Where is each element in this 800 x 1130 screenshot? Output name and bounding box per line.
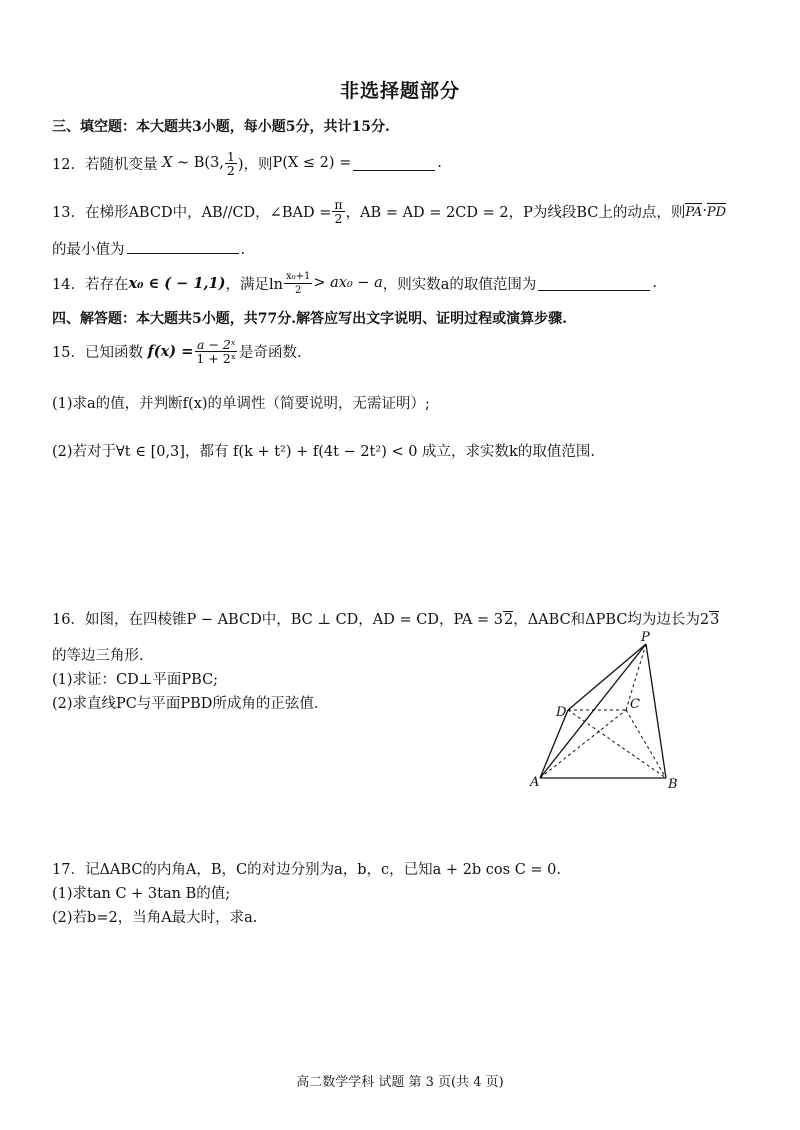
- page-footer: 高二数学学科 试题 第 3 页(共 4 页): [296, 1075, 504, 1090]
- page-title: 非选择题部分: [339, 80, 460, 102]
- section-4-heading: 四、解答题：本大题共5小题，共77分.解答应写出文字说明、证明过程或演算步骤.: [52, 311, 567, 327]
- label-d: D: [556, 705, 567, 720]
- question-16: 16．如图，在四棱锥P − ABCD中，BC ⊥ CD，AD = CD，PA = 32，ΔABC和ΔPBC均为边长为23: [52, 612, 720, 628]
- label-a: A: [530, 775, 540, 790]
- q12-expression: P(X ≤ 2) =: [272, 155, 352, 171]
- q12-random-variable: X: [162, 155, 173, 171]
- q17-part-1: (1)求tan C + 3tan B的值;: [52, 886, 231, 902]
- q12-distribution: ~ B(3,: [177, 155, 224, 171]
- q16-radical-2: 3: [710, 612, 720, 628]
- pyramid-figure: [520, 630, 700, 795]
- question-13: 13．在梯形ABCD中，AB//CD，∠BAD = $\frac{\pi}{2}$ ，AB = AD = 2CD = 2，P为线段BC上的动点，则 PA · PD: [52, 196, 727, 226]
- q13-text: 13．在梯形ABCD中，AB//CD，∠BAD =: [52, 204, 332, 221]
- label-b: B: [668, 777, 678, 792]
- q13-line2: 的最小值为 .: [52, 238, 245, 259]
- q13-angle-fraction: $\frac{\pi}{2}$: [334, 196, 343, 226]
- section-3-heading: 三、填空题：本大题共3小题，每小题5分，共计15分.: [52, 119, 390, 135]
- q14-inequality: > ax₀ − a: [313, 275, 383, 291]
- label-c: C: [630, 697, 640, 712]
- question-17: 17．记ΔABC的内角A，B，C的对边分别为a，b，c，已知a + 2b cos C = 0.: [52, 862, 562, 878]
- q12-close: )，则: [237, 156, 273, 173]
- q12-number: 12．: [52, 156, 85, 173]
- q12-answer-blank[interactable]: [353, 156, 435, 171]
- label-p: P: [641, 630, 650, 645]
- q15-function: f(x) =: [147, 342, 194, 360]
- q15-part-2: (2)若对于∀t ∈ [0,3]，都有 f(k + t²) + f(4t − 2t²) < 0 成立，求实数k的取值范围.: [52, 444, 595, 460]
- edge-cb-hidden: [626, 710, 666, 778]
- question-15: 15．已知函数 f(x) = $\frac{\text{a − 2ˣ}}{\text{1 + 2ˣ}}$ 是奇函数.: [52, 336, 302, 366]
- q15-text: 15．已知函数: [52, 344, 143, 361]
- question-14: 14．若存在 x₀ ∈ ( − 1,1) ，满足ln $\frac{\text{x₀+1}}{2}$ > ax₀ − a ，则实数a的取值范围为 .: [52, 270, 658, 296]
- q14-text: 14．若存在: [52, 276, 129, 293]
- q13-text-cont: ，AB = AD = 2CD = 2，P为线段BC上的动点，则: [345, 204, 686, 221]
- edge-pb: [646, 644, 666, 778]
- q14-fraction: $\frac{\text{x₀+1}}{2}$: [285, 270, 311, 296]
- q12-probability-fraction: $\frac{1}{2}$: [226, 148, 235, 178]
- q17-part-2: (2)若b=2，当角A最大时，求a.: [52, 910, 258, 926]
- q15-fraction: $\frac{\text{a − 2ˣ}}{\text{1 + 2ˣ}}$: [196, 336, 236, 366]
- edge-ad: [540, 710, 568, 778]
- q16-radical-1: 2: [503, 612, 514, 628]
- q16-part-1: (1)求证：CD⊥平面PBC;: [52, 672, 219, 688]
- q13-vector-pd: PD: [706, 204, 727, 220]
- q14-answer-blank[interactable]: [538, 276, 650, 291]
- q13-answer-blank[interactable]: [127, 239, 239, 254]
- question-12: 12． 若随机变量 X ~ B(3, $\frac{1}{2}$ )，则 P(X ≤ 2) = .: [52, 148, 442, 178]
- q14-domain: x₀ ∈ ( − 1,1): [128, 274, 226, 292]
- q16-part-2: (2)求直线PC与平面PBD所成角的正弦值.: [52, 696, 319, 712]
- q15-part-1: (1)求a的值，并判断f(x)的单调性（简要说明，无需证明）;: [52, 396, 430, 412]
- q16-line2: 的等边三角形.: [52, 648, 144, 664]
- q12-text: 若随机变量: [84, 156, 158, 173]
- q13-vector-pa: PA: [685, 204, 703, 220]
